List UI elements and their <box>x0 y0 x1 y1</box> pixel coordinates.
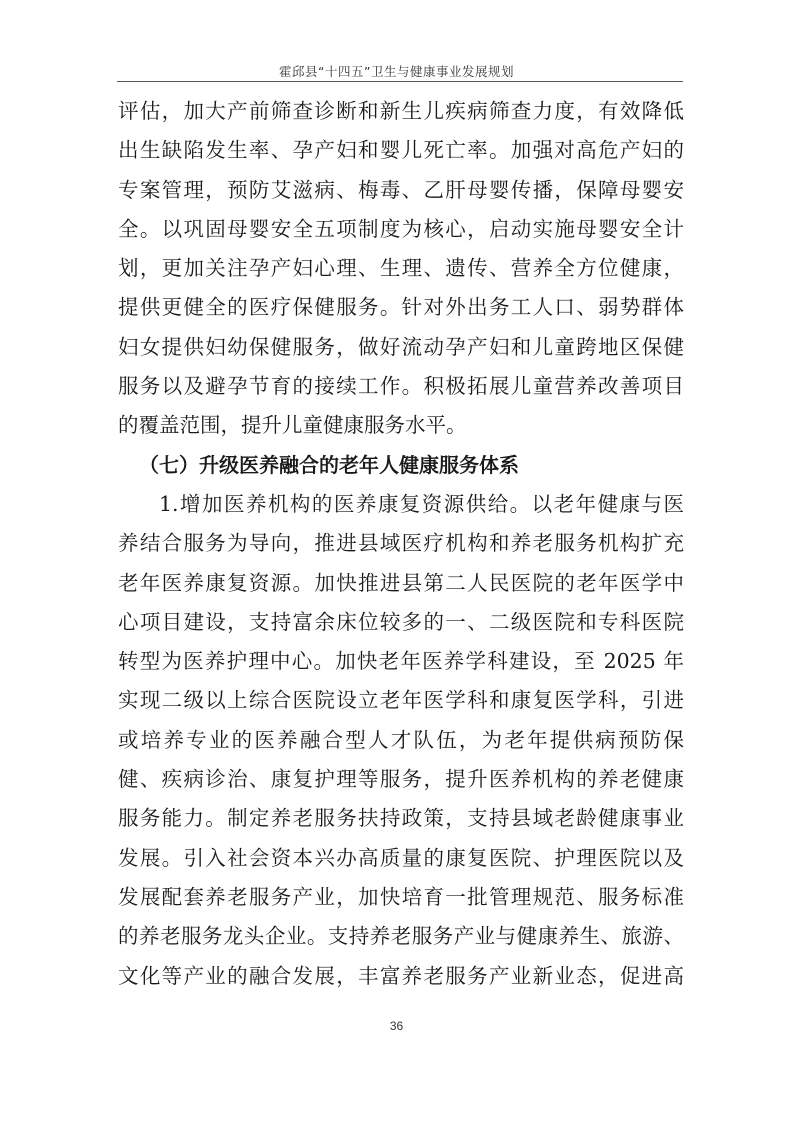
paragraph-line: 或培养专业的医养融合型人才队伍，为老年提供病预防保 <box>118 727 684 752</box>
paragraph-line: 的养老服务龙头企业。支持养老服务产业与健康养生、旅游、 <box>118 924 684 949</box>
paragraph-line: 1.增加医养机构的医养康复资源供给。以老年健康与医 <box>159 491 684 516</box>
page-number: 36 <box>389 1019 404 1033</box>
paragraph-line: 专案管理，预防艾滋病、梅毒、乙肝母婴传播，保障母婴安 <box>118 177 684 202</box>
paragraph-line: 文化等产业的融合发展，丰富养老服务产业新业态，促进高 <box>118 963 684 988</box>
paragraph-line: 提供更健全的医疗保健服务。针对外出务工人口、弱势群体 <box>118 295 684 320</box>
section-heading: （七）升级医养融合的老年人健康服务体系 <box>139 452 519 477</box>
paragraph-line: 实现二级以上综合医院设立老年医学科和康复医学科，引进 <box>118 688 684 713</box>
paragraph-line: 的覆盖范围，提升儿童健康服务水平。 <box>118 413 467 438</box>
page-header: 霍邱县“十四五”卫生与健康事业发展规划 <box>279 64 514 79</box>
paragraph-line: 妇女提供妇幼保健服务，做好流动孕产妇和儿童跨地区保健 <box>118 334 684 359</box>
paragraph-line: 评估，加大产前筛查诊断和新生儿疾病筛查力度，有效降低 <box>118 99 684 123</box>
paragraph-line: 出生缺陷发生率、孕产妇和婴儿死亡率。加强对高危产妇的 <box>118 138 684 163</box>
paragraph-line: 全。以巩固母婴安全五项制度为核心，启动实施母婴安全计 <box>118 216 684 241</box>
paragraph-line: 发展配套养老服务产业，加快培育一批管理规范、服务标准 <box>118 884 684 909</box>
paragraph-line: 转型为医养护理中心。加快老年医养学科建设，至 2025 年 <box>118 649 684 674</box>
paragraph-line: 养结合服务为导向，推进县域医疗机构和养老服务机构扩充 <box>118 531 684 556</box>
paragraph-line: 发展。引入社会资本兴办高质量的康复医院、护理医院以及 <box>118 845 684 870</box>
paragraph-line: 划，更加关注孕产妇心理、生理、遗传、营养全方位健康， <box>118 256 684 281</box>
paragraph-line: 健、疾病诊治、康复护理等服务，提升医养机构的养老健康 <box>118 767 684 792</box>
header-divider <box>117 81 683 82</box>
paragraph-line: 老年医养康复资源。加快推进县第二人民医院的老年医学中 <box>118 570 684 595</box>
document-body <box>118 92 684 996</box>
paragraph-line: 心项目建设，支持富余床位较多的一、二级医院和专科医院 <box>118 609 684 634</box>
paragraph-line: 服务以及避孕节育的接续工作。积极拓展儿童营养改善项目 <box>118 374 684 399</box>
paragraph-line: 服务能力。制定养老服务扶持政策，支持县域老龄健康事业 <box>118 806 684 831</box>
